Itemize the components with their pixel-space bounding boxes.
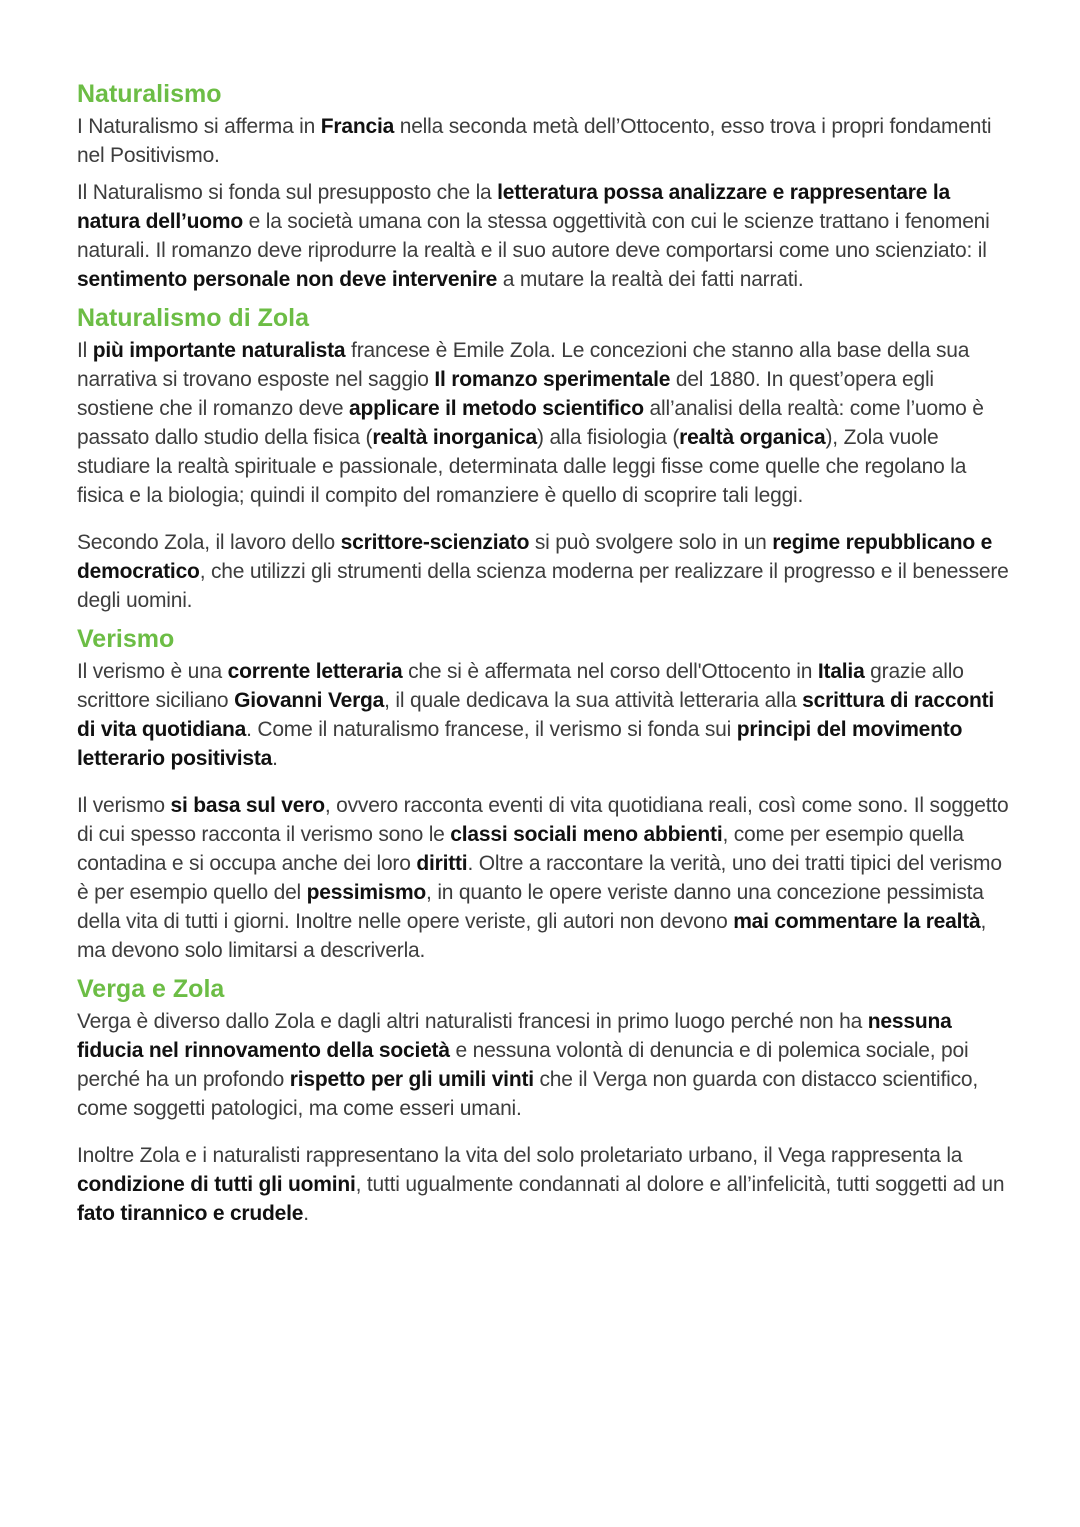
text-run: che il Verga non guarda con distacco scientifico, come soggetti patologici, ma come esseri umani.	[77, 1068, 978, 1120]
text-run: , come per esempio quella contadina e si occupa anche dei loro	[77, 823, 964, 875]
bold-text-run: Il romanzo sperimentale	[434, 368, 671, 391]
section-verismo	[77, 623, 1010, 965]
bold-text-run: Francia	[320, 115, 395, 138]
paragraph	[77, 657, 1010, 773]
section-verga-e-zola	[77, 973, 1010, 1228]
text-run: , che utilizzi gli strumenti della scienza moderna per realizzare il progresso e il benessere degli uomini.	[77, 560, 1009, 612]
bold-text-run: scrittura di racconti di vita quotidiana	[77, 689, 995, 741]
bold-text-run: fato tirannico e crudele	[77, 1202, 304, 1225]
bold-text-run: realtà organica	[679, 426, 826, 449]
text-run: .	[303, 1202, 309, 1225]
bold-text-run: Giovanni Verga	[234, 689, 385, 712]
bold-text-run: principi del movimento letterario positivista	[77, 718, 963, 770]
text-run: Secondo Zola, il lavoro dello	[77, 531, 341, 554]
text-run: grazie allo scrittore siciliano	[77, 660, 964, 712]
text-run: del 1880. In quest’opera egli sostiene che il romanzo deve	[77, 368, 934, 420]
bold-text-run: realtà inorganica	[372, 426, 538, 449]
text-run: che si è affermata nel corso dell'Ottocento in	[402, 660, 818, 683]
section-title: Naturalismo	[77, 80, 222, 108]
text-run: nella seconda metà dell’Ottocento, esso trova i propri fondamenti nel Positivismo.	[77, 115, 992, 167]
bold-text-run: condizione di tutti gli uomini	[77, 1173, 356, 1196]
paragraph	[77, 528, 1010, 615]
bold-text-run: diritti	[416, 852, 468, 875]
paragraph	[77, 791, 1010, 965]
bold-text-run: sentimento personale non deve intervenire	[77, 268, 498, 291]
text-run: e nessuna volontà di denuncia e di polemica sociale, poi perché ha un profondo	[77, 1039, 969, 1091]
bold-text-run: pessimismo	[306, 881, 427, 904]
text-run: , ovvero racconta eventi di vita quotidiana reali, così come sono. Il soggetto di cui spesso racconta il verismo sono le	[77, 794, 1009, 846]
text-run: ), Zola vuole studiare la realtà spirituale e passionale, determinata dalle leggi fisse come quelle che regolano la fisica e la biologia; quindi il compito del romanziere è quello di scoprire tali leggi.	[77, 426, 967, 507]
text-run: Il	[77, 339, 93, 362]
text-run: , tutti ugualmente condannati al dolore e all’infelicità, tutti soggetti ad un	[355, 1173, 1005, 1196]
section-naturalismo	[77, 78, 1010, 294]
bold-text-run: Italia	[817, 660, 865, 683]
text-run: , in quanto le opere veriste danno una concezione pessimista della vita di tutti i giorni. Inoltre nelle opere veriste, gli autori non devono	[77, 881, 984, 933]
paragraph	[77, 112, 1010, 170]
text-run: e la società umana con la stessa oggettività con cui le scienze trattano i fenomeni naturali. Il romanzo deve riprodurre la realtà e il suo autore deve comportarsi come uno scienziato: il	[77, 210, 990, 262]
section-title: Naturalismo di Zola	[77, 304, 309, 332]
text-run: ) alla fisiologia (	[537, 426, 680, 449]
bold-text-run: applicare il metodo scientifico	[349, 397, 644, 420]
text-run: , ma devono solo limitarsi a descriverla.	[77, 910, 987, 962]
text-run: Il Naturalismo si fonda sul presupposto che la	[77, 181, 498, 204]
section-naturalismo-di-zola	[77, 302, 1010, 615]
text-run: Inoltre Zola e i naturalisti rappresentano la vita del solo proletariato urbano, il Vega rappresenta la	[77, 1144, 963, 1167]
text-run: Il verismo	[77, 794, 171, 817]
text-run: I Naturalismo si afferma in	[77, 115, 321, 138]
text-run: , il quale dedicava la sua attività letteraria alla	[384, 689, 803, 712]
bold-text-run: regime repubblicano e democratico	[77, 531, 993, 583]
text-run: . Oltre a raccontare la verità, uno dei tratti tipici del verismo è per esempio quello del	[77, 852, 1002, 904]
bold-text-run: si basa sul vero	[170, 794, 325, 817]
bold-text-run: mai commentare la realtà	[733, 910, 981, 933]
text-run: .	[272, 747, 278, 770]
bold-text-run: letteratura possa analizzare e rappresentare la natura dell’uomo	[77, 181, 950, 233]
bold-text-run: più importante naturalista	[92, 339, 346, 362]
bold-text-run: rispetto per gli umili vinti	[289, 1068, 534, 1091]
text-run: Il verismo è una	[77, 660, 228, 683]
text-run: a mutare la realtà dei fatti narrati.	[497, 268, 804, 291]
text-run: . Come il naturalismo francese, il verismo si fonda sui	[246, 718, 737, 741]
text-run: Verga è diverso dallo Zola e dagli altri naturalisti francesi in primo luogo perché non ha	[77, 1010, 868, 1033]
paragraph	[77, 1007, 1010, 1123]
bold-text-run: classi sociali meno abbienti	[450, 823, 723, 846]
text-run: all’analisi della realtà: come l’uomo è passato dallo studio della fisica (	[77, 397, 984, 449]
bold-text-run: scrittore-scienziato	[340, 531, 530, 554]
paragraph	[77, 336, 1010, 510]
bold-text-run: nessuna fiducia nel rinnovamento della società	[77, 1010, 952, 1062]
section-title: Verga e Zola	[77, 975, 225, 1003]
paragraph	[77, 1141, 1010, 1228]
bold-text-run: corrente letteraria	[227, 660, 403, 683]
section-title: Verismo	[77, 625, 175, 653]
text-run: francese è Emile Zola. Le concezioni che stanno alla base della sua narrativa si trovano esposte nel saggio	[77, 339, 970, 391]
text-run: si può svolgere solo in un	[529, 531, 773, 554]
paragraph	[77, 178, 1010, 294]
